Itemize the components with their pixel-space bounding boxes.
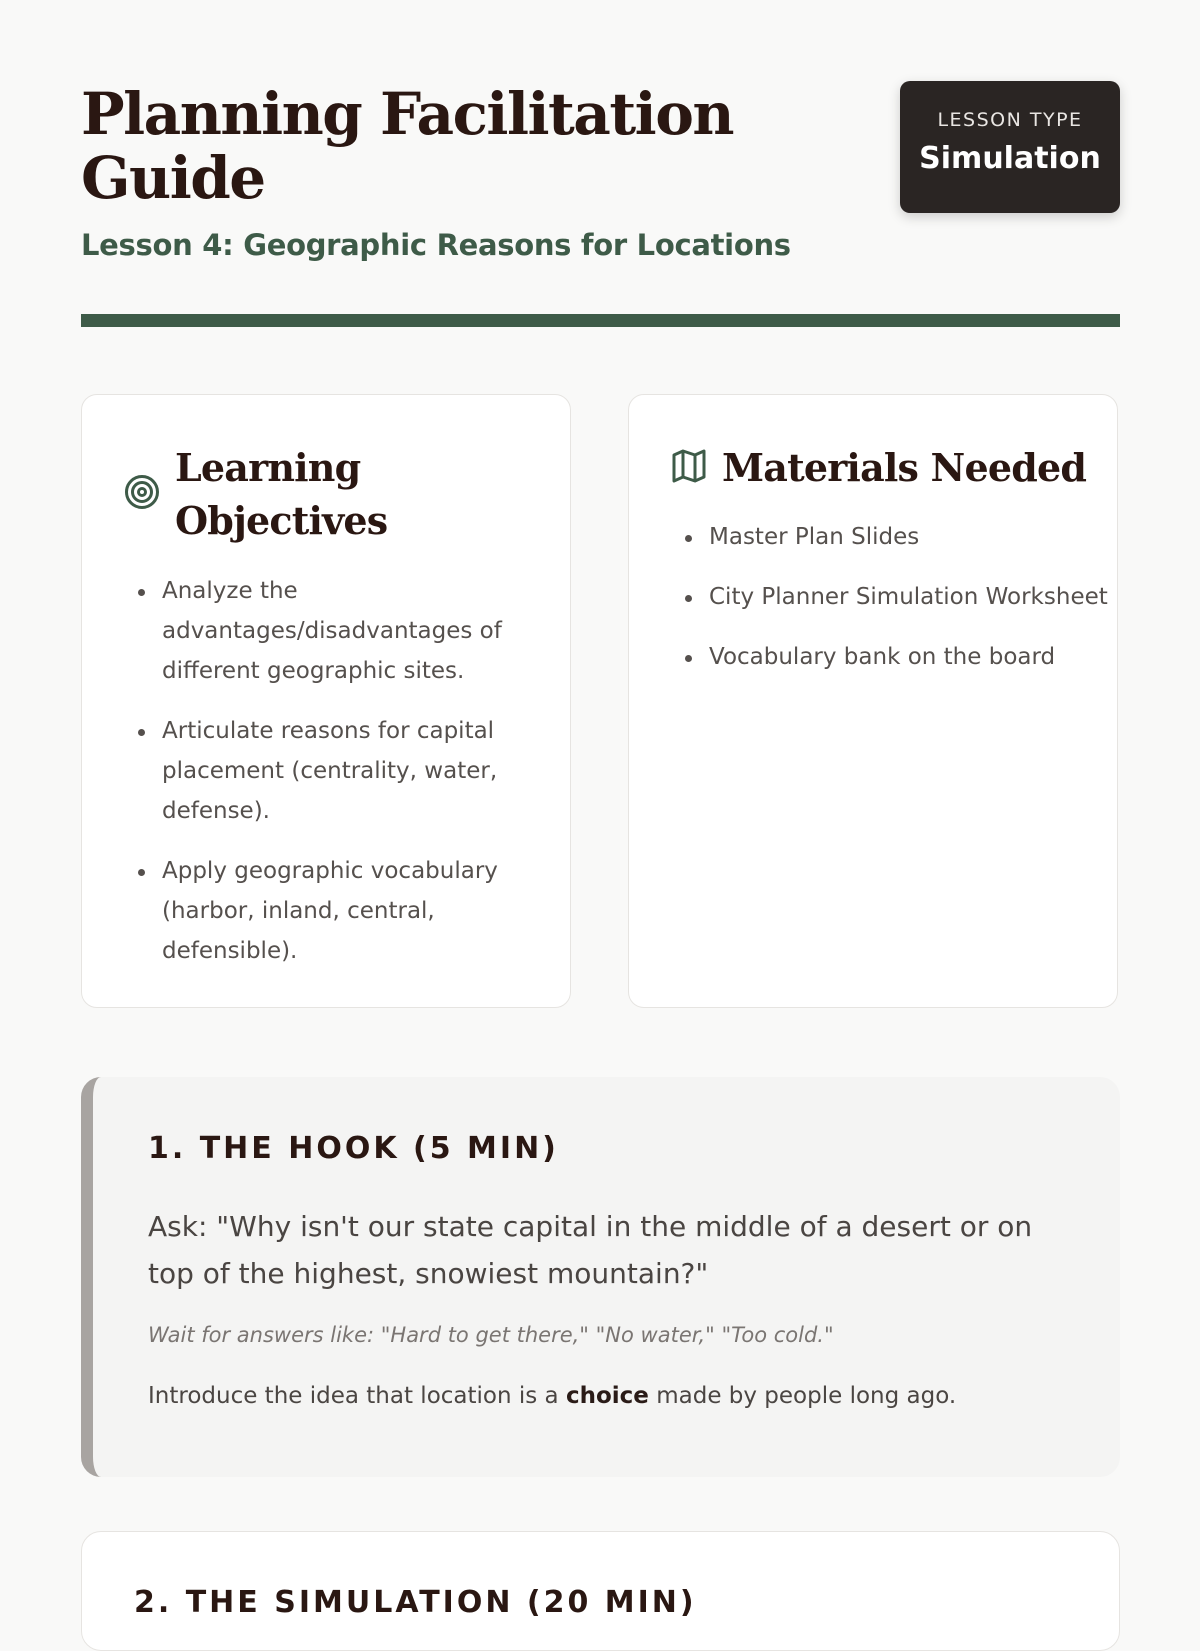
materials-header <box>671 441 1086 494</box>
objectives-list <box>126 571 567 991</box>
facilitation-guide <box>81 0 1120 1620</box>
hook-question: Ask: "Why isn't our state capital in the middle of a desert or on top of the highest, snowiest mountain?" <box>148 1210 1033 1290</box>
objectives-title: Learning Objectives <box>175 445 388 543</box>
lesson-type-label: LESSON TYPE <box>937 109 1083 131</box>
hook-title: 1. THE HOOK (5 MIN) <box>148 1131 559 1166</box>
target-icon <box>124 474 160 514</box>
simulation-section <box>81 1531 1120 1651</box>
materials-card <box>628 394 1118 1008</box>
list-item: Vocabulary bank on the board <box>709 637 1114 677</box>
page-title: Planning Facilitation Guide <box>81 80 734 212</box>
list-item: Apply geographic vocabulary (harbor, inland, central, defensible). <box>162 851 567 971</box>
hook-note: Wait for answers like: "Hard to get there," "No water," "Too cold." <box>148 1323 834 1347</box>
hook-intro-before: Introduce the idea that location is a <box>148 1383 559 1409</box>
materials-title: Materials Needed <box>722 445 1087 490</box>
list-item: City Planner Simulation Worksheet <box>709 577 1114 617</box>
objectives-header <box>124 441 405 547</box>
materials-list <box>673 517 1114 697</box>
page-header <box>81 0 1120 330</box>
lesson-type-value: Simulation <box>919 141 1101 176</box>
hook-section <box>81 1077 1120 1477</box>
list-item: Master Plan Slides <box>709 517 1114 557</box>
list-item: Articulate reasons for capital placement (centrality, water, defense). <box>162 711 567 831</box>
hook-intro-bold: choice <box>565 1383 649 1409</box>
simulation-title: 2. THE SIMULATION (20 MIN) <box>134 1585 697 1620</box>
header-divider <box>81 314 1120 327</box>
map-icon <box>671 449 707 487</box>
list-item: Analyze the advantages/disadvantages of different geographic sites. <box>162 571 567 691</box>
hook-intro <box>148 1383 956 1409</box>
hook-intro-after: made by people long ago. <box>656 1383 957 1409</box>
objectives-card <box>81 394 571 1008</box>
overview-cards <box>81 394 1120 1010</box>
lesson-subtitle: Lesson 4: Geographic Reasons for Locations <box>81 228 791 262</box>
lesson-type-badge <box>900 81 1120 213</box>
